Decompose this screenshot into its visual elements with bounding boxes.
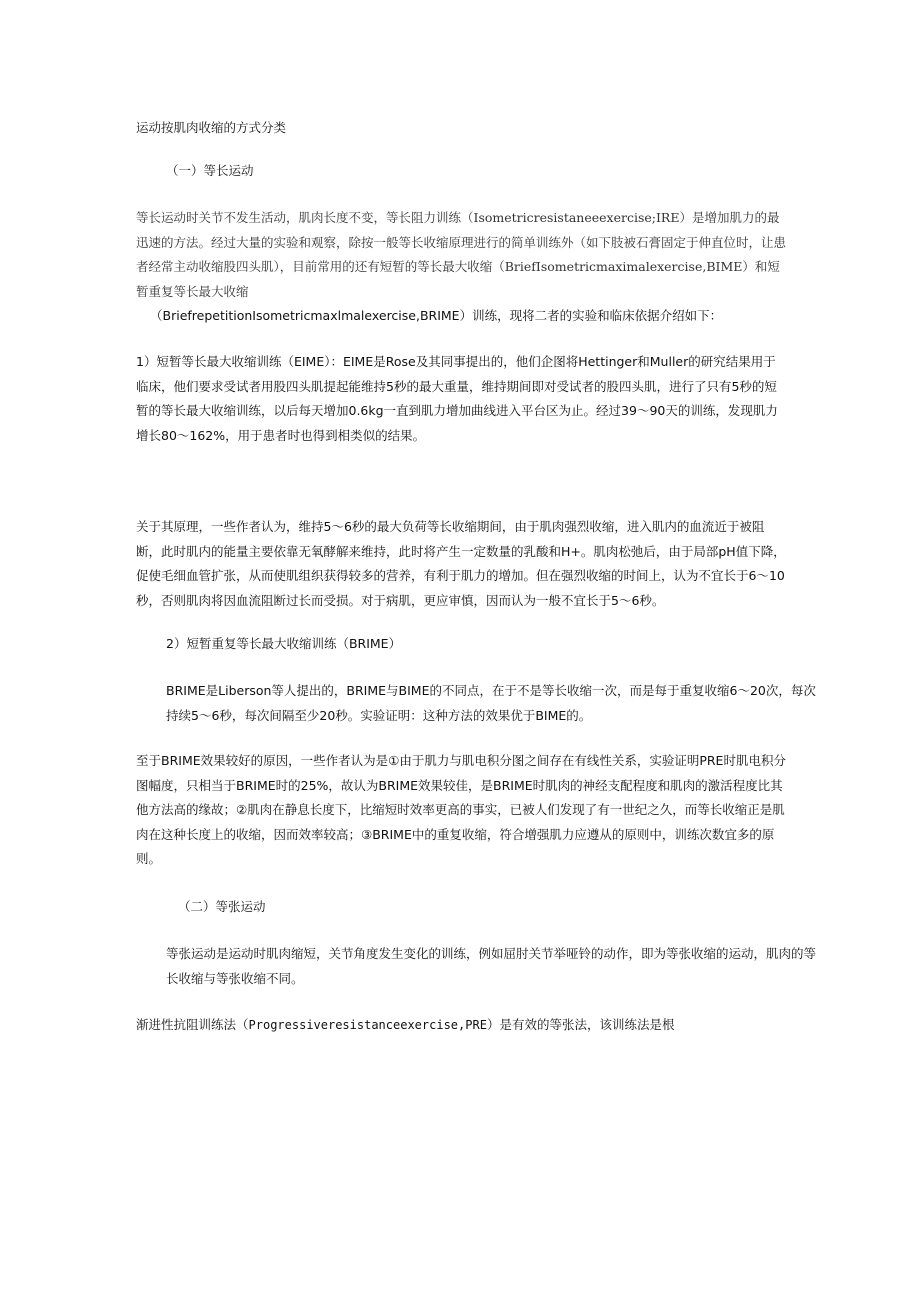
section-heading-isometric: （一）等长运动 <box>166 163 254 178</box>
paragraph-isotonic: 等张运动是运动时肌肉缩短，关节角度发生变化的训练，例如屈肘关节举哑铃的动作，即为等张收缩的运动，肌肉的等长收缩与等张收缩不同。 <box>166 946 817 986</box>
paragraph-principle: 关于其原理，一些作者认为，维持5～6秒的最大负荷等长收缩期间，由于肌肉强烈收缩，进入肌内的血流近于被阻断，此时肌内的能量主要依靠无氧酵解来维持，此时将产生一定数量的乳酸和H+。肌肉松弛后，由于局部pH值下降，促使毛细血管扩张，从而使肌组织获得较多的营养，有利于肌力的增加。但在强烈收缩的时间上，认为不宜长于6～10秒，否则肌肉将因血流阻断过长而受损。对于病肌，更应审慎，因而认为一般不宜长于5～6秒。 <box>136 519 786 608</box>
paragraph-ire: 等长运动时关节不发生活动，肌肉长度不变，等长阻力训练（Isometricresistaneeexercise;IRE）是增加肌力的最迅速的方法。经过大量的实验和观察，除按一般等长收缩原理进行的简单训练外（如下肢被石膏固定于伸直位时，让患者经常主动收缩股四头肌），目前常用的还有短暂的等长最大收缩（BriefIsometricmaximalexercise,BIME）和短暂重复等长最大收缩 <box>136 210 787 299</box>
document-title: 运动按肌肉收缩的方式分类 <box>136 120 287 135</box>
paragraph-ire-continued: （BriefrepetitionIsometricmaxlmalexercise,BRIME）训练，现将二者的实验和临床依据介绍如下： <box>150 308 723 323</box>
section-heading-isotonic: （二）等张运动 <box>178 899 266 914</box>
paragraph-reason: 至于BRIME效果较好的原因，一些作者认为是①由于肌力与肌电积分图之间存在有线性关系，实验证明PRE时肌电积分图幅度，只相当于BRIME时的25%，故认为BRIME效果较佳，是BRIME时肌肉的神经支配程度和肌肉的激活程度比其他方法高的缘故；②肌肉在静息长度下，比缩短时效率更高的事实，已被人们发现了有一世纪之久，而等长收缩正是肌肉在这种长度上的收缩，因而效率较高；③BRIME中的重复收缩，符合增强肌力应遵从的原则中，训练次数宜多的原则。 <box>136 753 786 866</box>
subheading-brime: 2）短暂重复等长最大收缩训练（BRIME） <box>166 636 402 651</box>
paragraph-pre: 渐进性抗阻训练法（Progressiveresistanceexercise,PRE）是有效的等张法，该训练法是根 <box>136 1017 675 1032</box>
paragraph-bime: 1）短暂等长最大收缩训练（EIME）：EIME是Rose及其同事提出的，他们企图将Hettinger和Muller的研究结果用于临床，他们要求受试者用股四头肌提起能维持5秒的最大重量，维持期间即对受试者的股四头肌，进行了只有5秒的短暂的等长最大收缩训练，以后每天增加0.6kg一直到肌力增加曲线进入平台区为止。经过39～90天的训练，发现肌力增长80～162%，用于患者时也得到相类似的结果。 <box>136 354 778 443</box>
paragraph-brime: BRIME是Liberson等人提出的，BRIME与BIME的不同点，在于不是等长收缩一次，而是每于重复收缩6～20次，每次持续5～6秒，每次间隔至少20秒。实验证明：这种方法的效果优于BIME的。 <box>166 683 816 723</box>
